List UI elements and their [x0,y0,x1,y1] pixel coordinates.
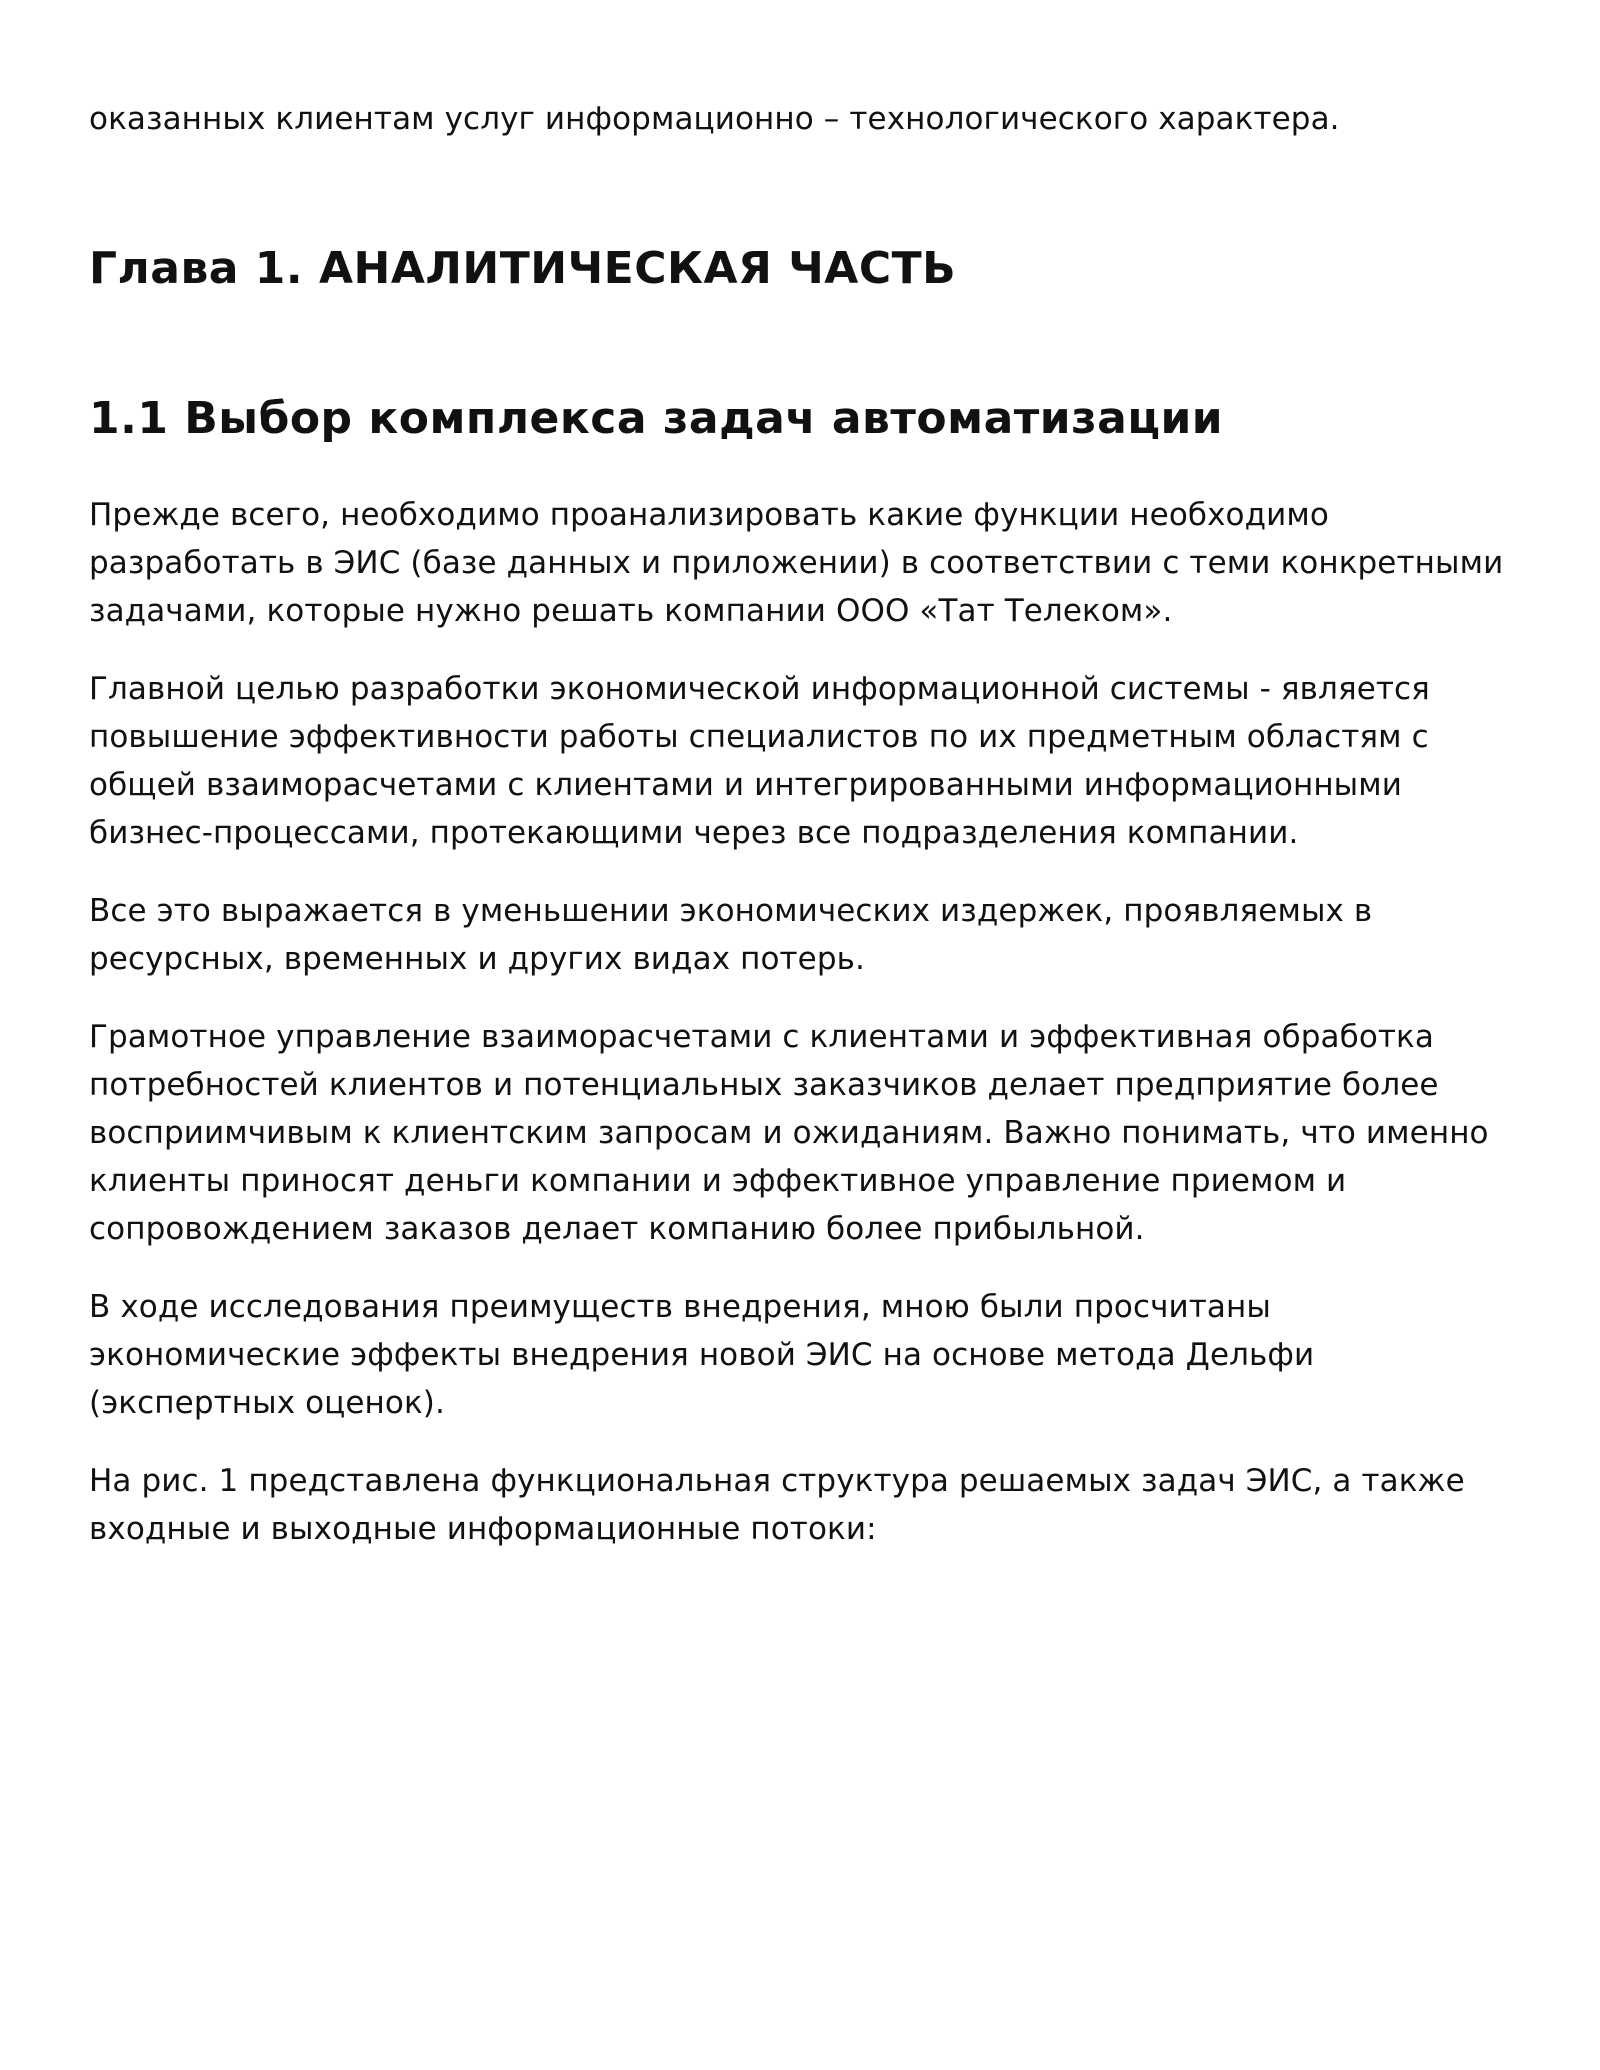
paragraph-3: Все это выражается в уменьшении экономических издержек, проявляемых в ресурсных, временных и других видах потерь. [89,893,1373,977]
chapter-title: Глава 1. АНАЛИТИЧЕСКАЯ ЧАСТЬ [89,243,957,294]
paragraph-2: Главной целью разработки экономической информационной системы - является повышение эффективности работы специалистов по их предметным областям с общей взаиморасчетами с клиентами и интегрированными информационными бизнес-процессами, протекающими через все подразделения компании. [89,671,1430,851]
section-title: 1.1 Выбор комплекса задач автоматизации [89,393,1224,444]
paragraph-5: В ходе исследования преимуществ внедрения, мною были просчитаны экономические эффекты внедрения новой ЭИС на основе метода Дельфи (экспертных оценок). [89,1289,1315,1421]
paragraph-6: На рис. 1 представлена функциональная структура решаемых задач ЭИС, а также входные и выходные информационные потоки: [89,1463,1465,1547]
lead-text: оказанных клиентам услуг информационно – технологического характера. [89,101,1340,137]
paragraph-4: Грамотное управление взаиморасчетами с клиентами и эффективная обработка потребностей клиентов и потенциальных заказчиков делает предприятие более восприимчивым к клиентским запросам и ожиданиям. Важно понимать, что именно клиенты приносят деньги компании и эффективное управление приемом и сопровождением заказов делает компанию более прибыльной. [89,1019,1489,1247]
text-column [89,95,1529,1583]
paragraph-1: Прежде всего, необходимо проанализировать какие функции необходимо разработать в ЭИС (базе данных и приложении) в соответствии с теми конкретными задачами, которые нужно решать компании ООО «Тат Телеком». [89,497,1504,629]
